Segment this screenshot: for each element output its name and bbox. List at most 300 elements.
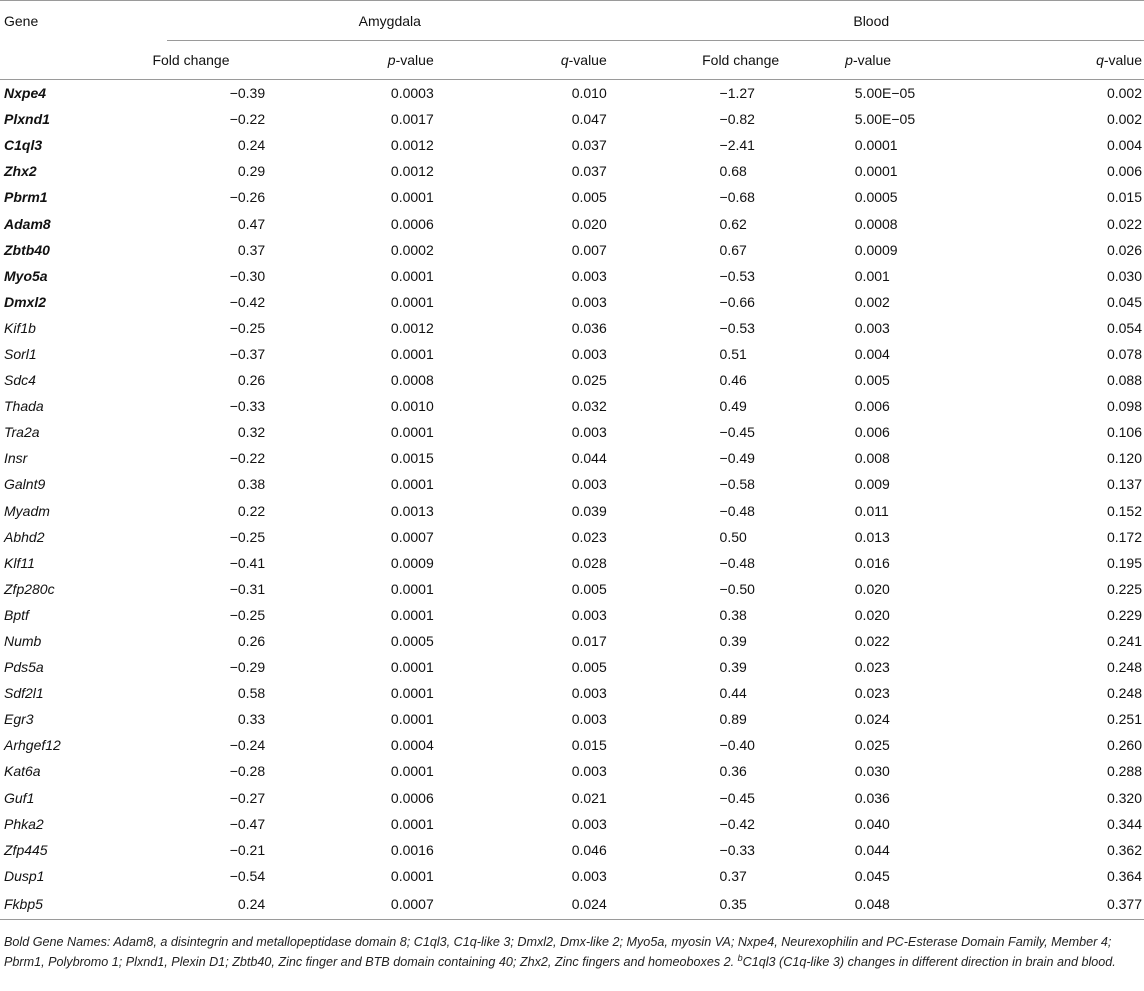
value-cell-a-p: 0.0001 [390, 345, 434, 362]
blood-fold-change-header: Fold change [677, 41, 805, 80]
value-cell-a-q: 0.044 [571, 450, 607, 467]
value-cell-b-p: 0.024 [854, 711, 890, 728]
gene-name-cell: Zfp445 [4, 841, 48, 858]
value-cell-b-p: 0.020 [854, 580, 890, 597]
table-row [0, 628, 1144, 654]
amygdala-label: Amygdala [358, 13, 421, 29]
value-cell-b-fc: 0.37 [719, 867, 747, 884]
value-cell-a-q: 0.003 [571, 815, 607, 832]
table-row [0, 837, 1144, 863]
table-row [0, 758, 1144, 784]
value-cell-b-fc: −0.53 [719, 319, 755, 336]
value-cell-b-p: 0.0005 [854, 189, 898, 206]
value-cell-a-q: 0.007 [571, 241, 607, 258]
spacer-cell [617, 706, 719, 732]
value-cell-b-fc: −0.68 [719, 189, 755, 206]
gene-name-cell: Adam8 [4, 215, 51, 232]
table-row [0, 263, 1144, 289]
gene-name-cell: Zbtb40 [4, 241, 50, 258]
value-cell-b-q: 0.364 [1106, 867, 1142, 884]
table-row [0, 419, 1144, 445]
value-cell-a-fc: −0.24 [229, 737, 266, 754]
value-cell-a-q: 0.024 [444, 889, 617, 920]
value-cell-b-p: 0.036 [854, 789, 890, 806]
value-cell-a-p: 0.0001 [390, 476, 434, 493]
table-row [0, 602, 1144, 628]
value-cell-a-p: 0.0013 [390, 502, 434, 519]
spacer-cell [617, 680, 719, 706]
value-cell-b-p: 5.00E−05 [854, 111, 916, 128]
value-cell-b-q: 0.030 [1106, 267, 1142, 284]
spacer-cell [617, 471, 719, 497]
gene-name-cell: Egr3 [4, 711, 34, 728]
value-cell-b-q: 0.137 [1106, 476, 1142, 493]
value-cell-a-fc: −0.22 [229, 111, 266, 128]
value-cell-b-fc: −0.48 [719, 502, 755, 519]
value-cell-b-p: 0.022 [854, 633, 890, 650]
value-cell-a-p: 0.0009 [390, 554, 434, 571]
value-cell-b-fc: −0.82 [719, 111, 755, 128]
value-cell-b-fc: 0.39 [719, 659, 747, 676]
value-cell-a-q: 0.017 [571, 633, 607, 650]
value-cell-b-q: 0.088 [1106, 372, 1142, 389]
value-cell-b-q: 0.098 [1106, 398, 1142, 415]
value-cell-a-fc: −0.21 [229, 841, 266, 858]
table-footnote [4, 932, 1140, 972]
spacer-cell [617, 550, 719, 576]
gene-name-cell: Thada [4, 398, 44, 415]
spacer-cell [617, 863, 719, 889]
value-cell-b-fc: −0.50 [719, 580, 755, 597]
value-cell-a-p: 0.0015 [390, 450, 434, 467]
value-cell-a-q: 0.003 [571, 685, 607, 702]
value-cell-b-fc: −2.41 [719, 137, 755, 154]
footnote-marker: b [737, 952, 743, 963]
spacer-cell [617, 732, 719, 758]
value-cell-a-p: 0.0001 [390, 711, 434, 728]
value-cell-b-fc: 0.46 [719, 372, 747, 389]
value-cell-a-q: 0.037 [571, 163, 607, 180]
value-cell-b-q: 0.288 [1106, 763, 1142, 780]
value-cell-b-p: 0.0008 [854, 215, 898, 232]
value-cell-a-q: 0.003 [571, 424, 607, 441]
value-cell-b-fc: −0.33 [719, 841, 755, 858]
gene-name-cell: Abhd2 [4, 528, 45, 545]
value-cell-b-q: 0.172 [1106, 528, 1142, 545]
value-cell-b-p: 0.030 [854, 763, 890, 780]
gene-name-cell: Myo5a [4, 267, 48, 284]
gene-name-cell: Galnt9 [4, 476, 46, 493]
gene-name-cell: Tra2a [4, 424, 40, 441]
value-cell-b-q: 0.120 [1106, 450, 1142, 467]
footnote-main: Bold Gene Names: Adam8, a disintegrin and metallopeptidase domain 8; C1ql3, C1q-like 3; Dmxl2, Dmx-like 2; Myo5a, myosin VA; Nxpe4, Neurexophilin and PC-Esterase Domain Family, Member 4; Pbrm1, Polybromo 1; Plxnd1, Plexin D1; Zbtb40, Zinc finger and BTB domain containing 40; Zhx2, Zinc fingers and homeoboxes 2. [4, 935, 1112, 969]
value-cell-a-fc: −0.42 [229, 293, 266, 310]
table-row [0, 106, 1144, 132]
value-cell-a-fc: 0.58 [237, 685, 266, 702]
value-cell-b-q: 0.260 [1106, 737, 1142, 754]
value-cell-b-q: 0.004 [1106, 137, 1142, 154]
value-cell-b-p: 0.044 [854, 841, 890, 858]
value-cell-b-fc: −0.66 [719, 293, 755, 310]
value-cell-a-q: 0.003 [571, 476, 607, 493]
value-cell-a-p: 0.0001 [390, 424, 434, 441]
table-row [0, 315, 1144, 341]
value-cell-b-fc: −0.45 [719, 789, 755, 806]
gene-name-cell: Zfp280c [4, 580, 55, 597]
value-cell-b-q: 0.078 [1106, 345, 1142, 362]
column-header-row [0, 41, 1144, 80]
value-cell-a-q: 0.003 [571, 867, 607, 884]
value-cell-a-fc: 0.26 [237, 633, 266, 650]
value-cell-b-fc: −0.40 [719, 737, 755, 754]
footnote-tail: C1ql3 (C1q-like 3) changes in different direction in brain and blood. [742, 955, 1116, 969]
value-cell-b-fc: 0.44 [719, 685, 747, 702]
table-row [0, 210, 1144, 236]
value-cell-b-p: 0.013 [854, 528, 890, 545]
spacer-cell [617, 758, 719, 784]
blood-q-value-header: q-value [1001, 41, 1144, 80]
value-cell-a-q: 0.003 [571, 711, 607, 728]
value-cell-b-p: 0.011 [854, 502, 889, 519]
value-cell-a-p: 0.0010 [390, 398, 434, 415]
value-cell-a-p: 0.0003 [390, 85, 434, 102]
spacer-cell [617, 237, 719, 263]
value-cell-b-fc: 0.67 [719, 241, 747, 258]
value-cell-b-fc: 0.50 [719, 528, 747, 545]
value-cell-b-fc: 0.39 [719, 633, 747, 650]
value-cell-a-fc: −0.25 [229, 528, 266, 545]
value-cell-a-fc: −0.22 [229, 450, 266, 467]
value-cell-b-q: 0.152 [1106, 502, 1142, 519]
table-row [0, 132, 1144, 158]
value-cell-b-p: 0.040 [854, 815, 890, 832]
table-row [0, 680, 1144, 706]
value-cell-b-p: 5.00E−05 [854, 85, 916, 102]
gene-name-cell: Pbrm1 [4, 189, 48, 206]
value-cell-a-q: 0.003 [571, 345, 607, 362]
gene-name-cell: Plxnd1 [4, 111, 50, 128]
value-cell-a-fc: −0.37 [229, 345, 266, 362]
table-row [0, 889, 1144, 920]
value-cell-b-fc: 0.89 [719, 711, 747, 728]
value-cell-b-fc: 0.38 [719, 606, 747, 623]
value-cell-b-p: 0.003 [854, 319, 890, 336]
value-cell-a-fc: 0.47 [237, 215, 266, 232]
spacer-cell [617, 785, 719, 811]
table-row [0, 732, 1144, 758]
value-cell-a-p: 0.0001 [390, 189, 434, 206]
gene-name-cell: Zhx2 [4, 163, 37, 180]
gene-name-cell: Dmxl2 [4, 293, 47, 310]
blood-header [719, 1, 1144, 42]
table-row [0, 158, 1144, 184]
value-cell-b-q: 0.377 [1001, 889, 1144, 920]
spacer-cell [617, 289, 719, 315]
value-cell-b-p: 0.006 [854, 398, 890, 415]
table-row [0, 367, 1144, 393]
value-cell-b-q: 0.362 [1106, 841, 1142, 858]
value-cell-b-q: 0.006 [1106, 163, 1142, 180]
value-cell-b-q: 0.026 [1106, 241, 1142, 258]
value-cell-a-fc: −0.54 [229, 867, 266, 884]
spacer-cell [617, 341, 719, 367]
value-cell-a-q: 0.046 [571, 841, 607, 858]
spacer-cell [617, 106, 719, 132]
spacer-cell [617, 210, 719, 236]
table-body [0, 80, 1144, 920]
value-cell-a-q: 0.015 [571, 737, 607, 754]
value-cell-a-fc: −0.27 [229, 789, 266, 806]
value-cell-b-p: 0.025 [854, 737, 890, 754]
value-cell-b-q: 0.229 [1106, 606, 1142, 623]
value-cell-b-fc: −0.49 [719, 450, 755, 467]
value-cell-b-p: 0.008 [854, 450, 890, 467]
table-row [0, 341, 1144, 367]
table-row [0, 576, 1144, 602]
value-cell-a-q: 0.020 [571, 215, 607, 232]
value-cell-b-p: 0.001 [854, 267, 890, 284]
amygdala-header [163, 1, 617, 42]
value-cell-a-p: 0.0008 [390, 372, 434, 389]
value-cell-a-q: 0.037 [571, 137, 607, 154]
value-cell-b-q: 0.241 [1106, 633, 1142, 650]
value-cell-b-q: 0.195 [1106, 554, 1142, 571]
value-cell-a-fc: 0.32 [237, 424, 266, 441]
table-row [0, 237, 1144, 263]
spacer-cell [617, 184, 719, 210]
value-cell-a-fc: −0.29 [229, 659, 266, 676]
spacer-cell [617, 367, 719, 393]
table-row [0, 289, 1144, 315]
value-cell-a-fc: 0.29 [237, 163, 266, 180]
value-cell-b-q: 0.225 [1106, 580, 1142, 597]
gene-name-cell: Sdc4 [4, 372, 36, 389]
spacer-cell [617, 498, 719, 524]
gene-name-cell: Phka2 [4, 815, 44, 832]
value-cell-a-p: 0.0007 [295, 889, 444, 920]
spacer-cell [617, 576, 719, 602]
value-cell-a-q: 0.005 [571, 189, 607, 206]
blood-label: Blood [853, 13, 890, 29]
table-row [0, 811, 1144, 837]
value-cell-b-q: 0.320 [1106, 789, 1142, 806]
value-cell-a-p: 0.0001 [390, 867, 434, 884]
table-row [0, 184, 1144, 210]
value-cell-b-fc: 0.36 [719, 763, 747, 780]
value-cell-a-p: 0.0007 [390, 528, 434, 545]
table-row [0, 524, 1144, 550]
gene-name-cell: Guf1 [4, 789, 35, 806]
value-cell-b-p: 0.045 [854, 867, 890, 884]
gene-name-cell: Numb [4, 633, 42, 650]
value-cell-b-fc: 0.68 [719, 163, 747, 180]
value-cell-a-fc: −0.30 [229, 267, 266, 284]
value-cell-b-fc: 0.49 [719, 398, 747, 415]
value-cell-b-q: 0.015 [1106, 189, 1142, 206]
spacer-cell [617, 524, 719, 550]
gene-name-cell: Sdf2l1 [4, 685, 44, 702]
value-cell-a-p: 0.0012 [390, 319, 434, 336]
gene-name-cell: Kat6a [4, 763, 41, 780]
table-row [0, 80, 1144, 107]
value-cell-b-p: 0.006 [854, 424, 890, 441]
value-cell-b-p: 0.0001 [854, 137, 898, 154]
value-cell-a-q: 0.039 [571, 502, 607, 519]
table-row [0, 471, 1144, 497]
spacer-cell [617, 811, 719, 837]
value-cell-a-p: 0.0016 [390, 841, 434, 858]
spacer-cell [617, 315, 719, 341]
value-cell-a-p: 0.0001 [390, 580, 434, 597]
amygdala-q-value-header: q-value [444, 41, 617, 80]
value-cell-b-q: 0.002 [1106, 111, 1142, 128]
value-cell-a-p: 0.0006 [390, 789, 434, 806]
value-cell-b-fc: 0.62 [719, 215, 747, 232]
table-row [0, 785, 1144, 811]
gene-name-cell: Myadm [4, 502, 50, 519]
value-cell-b-p: 0.023 [854, 659, 890, 676]
value-cell-a-fc: 0.22 [237, 502, 266, 519]
value-cell-b-p: 0.016 [854, 554, 890, 571]
group-header-row [0, 1, 1144, 42]
gene-name-cell: Dusp1 [4, 867, 45, 884]
value-cell-b-fc: −0.42 [719, 815, 755, 832]
value-cell-a-p: 0.0001 [390, 659, 434, 676]
value-cell-a-q: 0.005 [571, 659, 607, 676]
value-cell-a-p: 0.0005 [390, 633, 434, 650]
value-cell-a-q: 0.047 [571, 111, 607, 128]
table-row [0, 654, 1144, 680]
gene-header: Gene [0, 1, 163, 42]
value-cell-b-q: 0.022 [1106, 215, 1142, 232]
table-row [0, 393, 1144, 419]
value-cell-b-fc: −0.45 [719, 424, 755, 441]
value-cell-a-p: 0.0012 [390, 163, 434, 180]
value-cell-a-p: 0.0002 [390, 241, 434, 258]
value-cell-b-q: 0.054 [1106, 319, 1142, 336]
value-cell-b-fc: −0.58 [719, 476, 755, 493]
table-row [0, 863, 1144, 889]
value-cell-b-q: 0.002 [1106, 85, 1142, 102]
value-cell-a-fc: −0.39 [229, 85, 266, 102]
gene-name-cell: Arhgef12 [4, 737, 61, 754]
value-cell-b-fc: −1.27 [719, 85, 755, 102]
value-cell-a-q: 0.025 [571, 372, 607, 389]
value-cell-a-p: 0.0017 [390, 111, 434, 128]
value-cell-a-fc: −0.31 [229, 580, 266, 597]
spacer-cell [617, 837, 719, 863]
table-row [0, 445, 1144, 471]
value-cell-a-fc: −0.28 [229, 763, 266, 780]
spacer-cell [617, 80, 719, 107]
value-cell-a-q: 0.032 [571, 398, 607, 415]
value-cell-b-q: 0.045 [1106, 293, 1142, 310]
gene-name-cell: Klf11 [4, 554, 35, 571]
value-cell-a-fc: −0.33 [229, 398, 266, 415]
value-cell-a-p: 0.0001 [390, 685, 434, 702]
spacer-cell [617, 602, 719, 628]
value-cell-a-p: 0.0001 [390, 293, 434, 310]
spacer-cell [617, 419, 719, 445]
value-cell-b-fc: −0.48 [719, 554, 755, 571]
value-cell-a-fc: −0.26 [229, 189, 266, 206]
value-cell-a-fc: 0.26 [237, 372, 266, 389]
gene-name-cell: Sorl1 [4, 345, 37, 362]
value-cell-b-p: 0.004 [854, 345, 890, 362]
value-cell-a-p: 0.0001 [390, 267, 434, 284]
amygdala-fold-change-header: Fold change [125, 41, 257, 80]
value-cell-a-q: 0.003 [571, 293, 607, 310]
value-cell-b-p: 0.009 [854, 476, 890, 493]
spacer-cell [617, 158, 719, 184]
value-cell-b-fc: −0.53 [719, 267, 755, 284]
value-cell-b-q: 0.248 [1106, 659, 1142, 676]
value-cell-a-p: 0.0004 [390, 737, 434, 754]
value-cell-a-q: 0.010 [571, 85, 607, 102]
value-cell-b-q: 0.106 [1106, 424, 1142, 441]
value-cell-b-p: 0.023 [854, 685, 890, 702]
spacer-cell [617, 132, 719, 158]
gene-name-cell: C1ql3 [4, 137, 43, 154]
value-cell-a-fc: 0.24 [163, 889, 295, 920]
value-cell-b-p: 0.0009 [854, 241, 898, 258]
value-cell-a-p: 0.0001 [390, 763, 434, 780]
table-row [0, 706, 1144, 732]
value-cell-a-q: 0.036 [571, 319, 607, 336]
value-cell-a-fc: −0.25 [229, 606, 266, 623]
spacer-cell [617, 889, 719, 920]
value-cell-b-q: 0.248 [1106, 685, 1142, 702]
gene-name-cell: Pds5a [4, 659, 44, 676]
value-cell-a-fc: −0.47 [229, 815, 266, 832]
table-row [0, 550, 1144, 576]
value-cell-a-fc: 0.33 [237, 711, 266, 728]
value-cell-a-q: 0.003 [571, 763, 607, 780]
value-cell-a-p: 0.0006 [390, 215, 434, 232]
gene-name-cell: Nxpe4 [4, 85, 47, 102]
value-cell-b-q: 0.251 [1106, 711, 1142, 728]
value-cell-a-fc: 0.38 [237, 476, 266, 493]
value-cell-a-q: 0.003 [571, 606, 607, 623]
value-cell-a-p: 0.0001 [390, 815, 434, 832]
value-cell-b-fc: 0.51 [719, 345, 747, 362]
value-cell-b-p: 0.002 [854, 293, 890, 310]
table-row [0, 498, 1144, 524]
spacer-cell [617, 263, 719, 289]
value-cell-b-p: 0.0001 [854, 163, 898, 180]
amygdala-p-value-header: p-value [295, 41, 444, 80]
value-cell-a-q: 0.023 [571, 528, 607, 545]
value-cell-b-fc: 0.35 [719, 889, 847, 920]
gene-name-cell: Kif1b [4, 319, 36, 336]
value-cell-a-q: 0.028 [571, 554, 607, 571]
spacer-cell [617, 654, 719, 680]
value-cell-b-p: 0.048 [847, 889, 1002, 920]
value-cell-b-p: 0.005 [854, 372, 890, 389]
value-cell-a-p: 0.0001 [390, 606, 434, 623]
value-cell-b-q: 0.344 [1106, 815, 1142, 832]
blood-p-value-header: p-value [791, 41, 946, 80]
value-cell-a-q: 0.003 [571, 267, 607, 284]
value-cell-b-p: 0.020 [854, 606, 890, 623]
spacer-cell [617, 628, 719, 654]
value-cell-a-fc: 0.37 [237, 241, 266, 258]
gene-name-cell: Bptf [4, 606, 29, 623]
value-cell-a-q: 0.005 [571, 580, 607, 597]
value-cell-a-p: 0.0012 [390, 137, 434, 154]
value-cell-a-fc: −0.41 [229, 554, 266, 571]
gene-name-cell: Fkbp5 [0, 889, 163, 920]
